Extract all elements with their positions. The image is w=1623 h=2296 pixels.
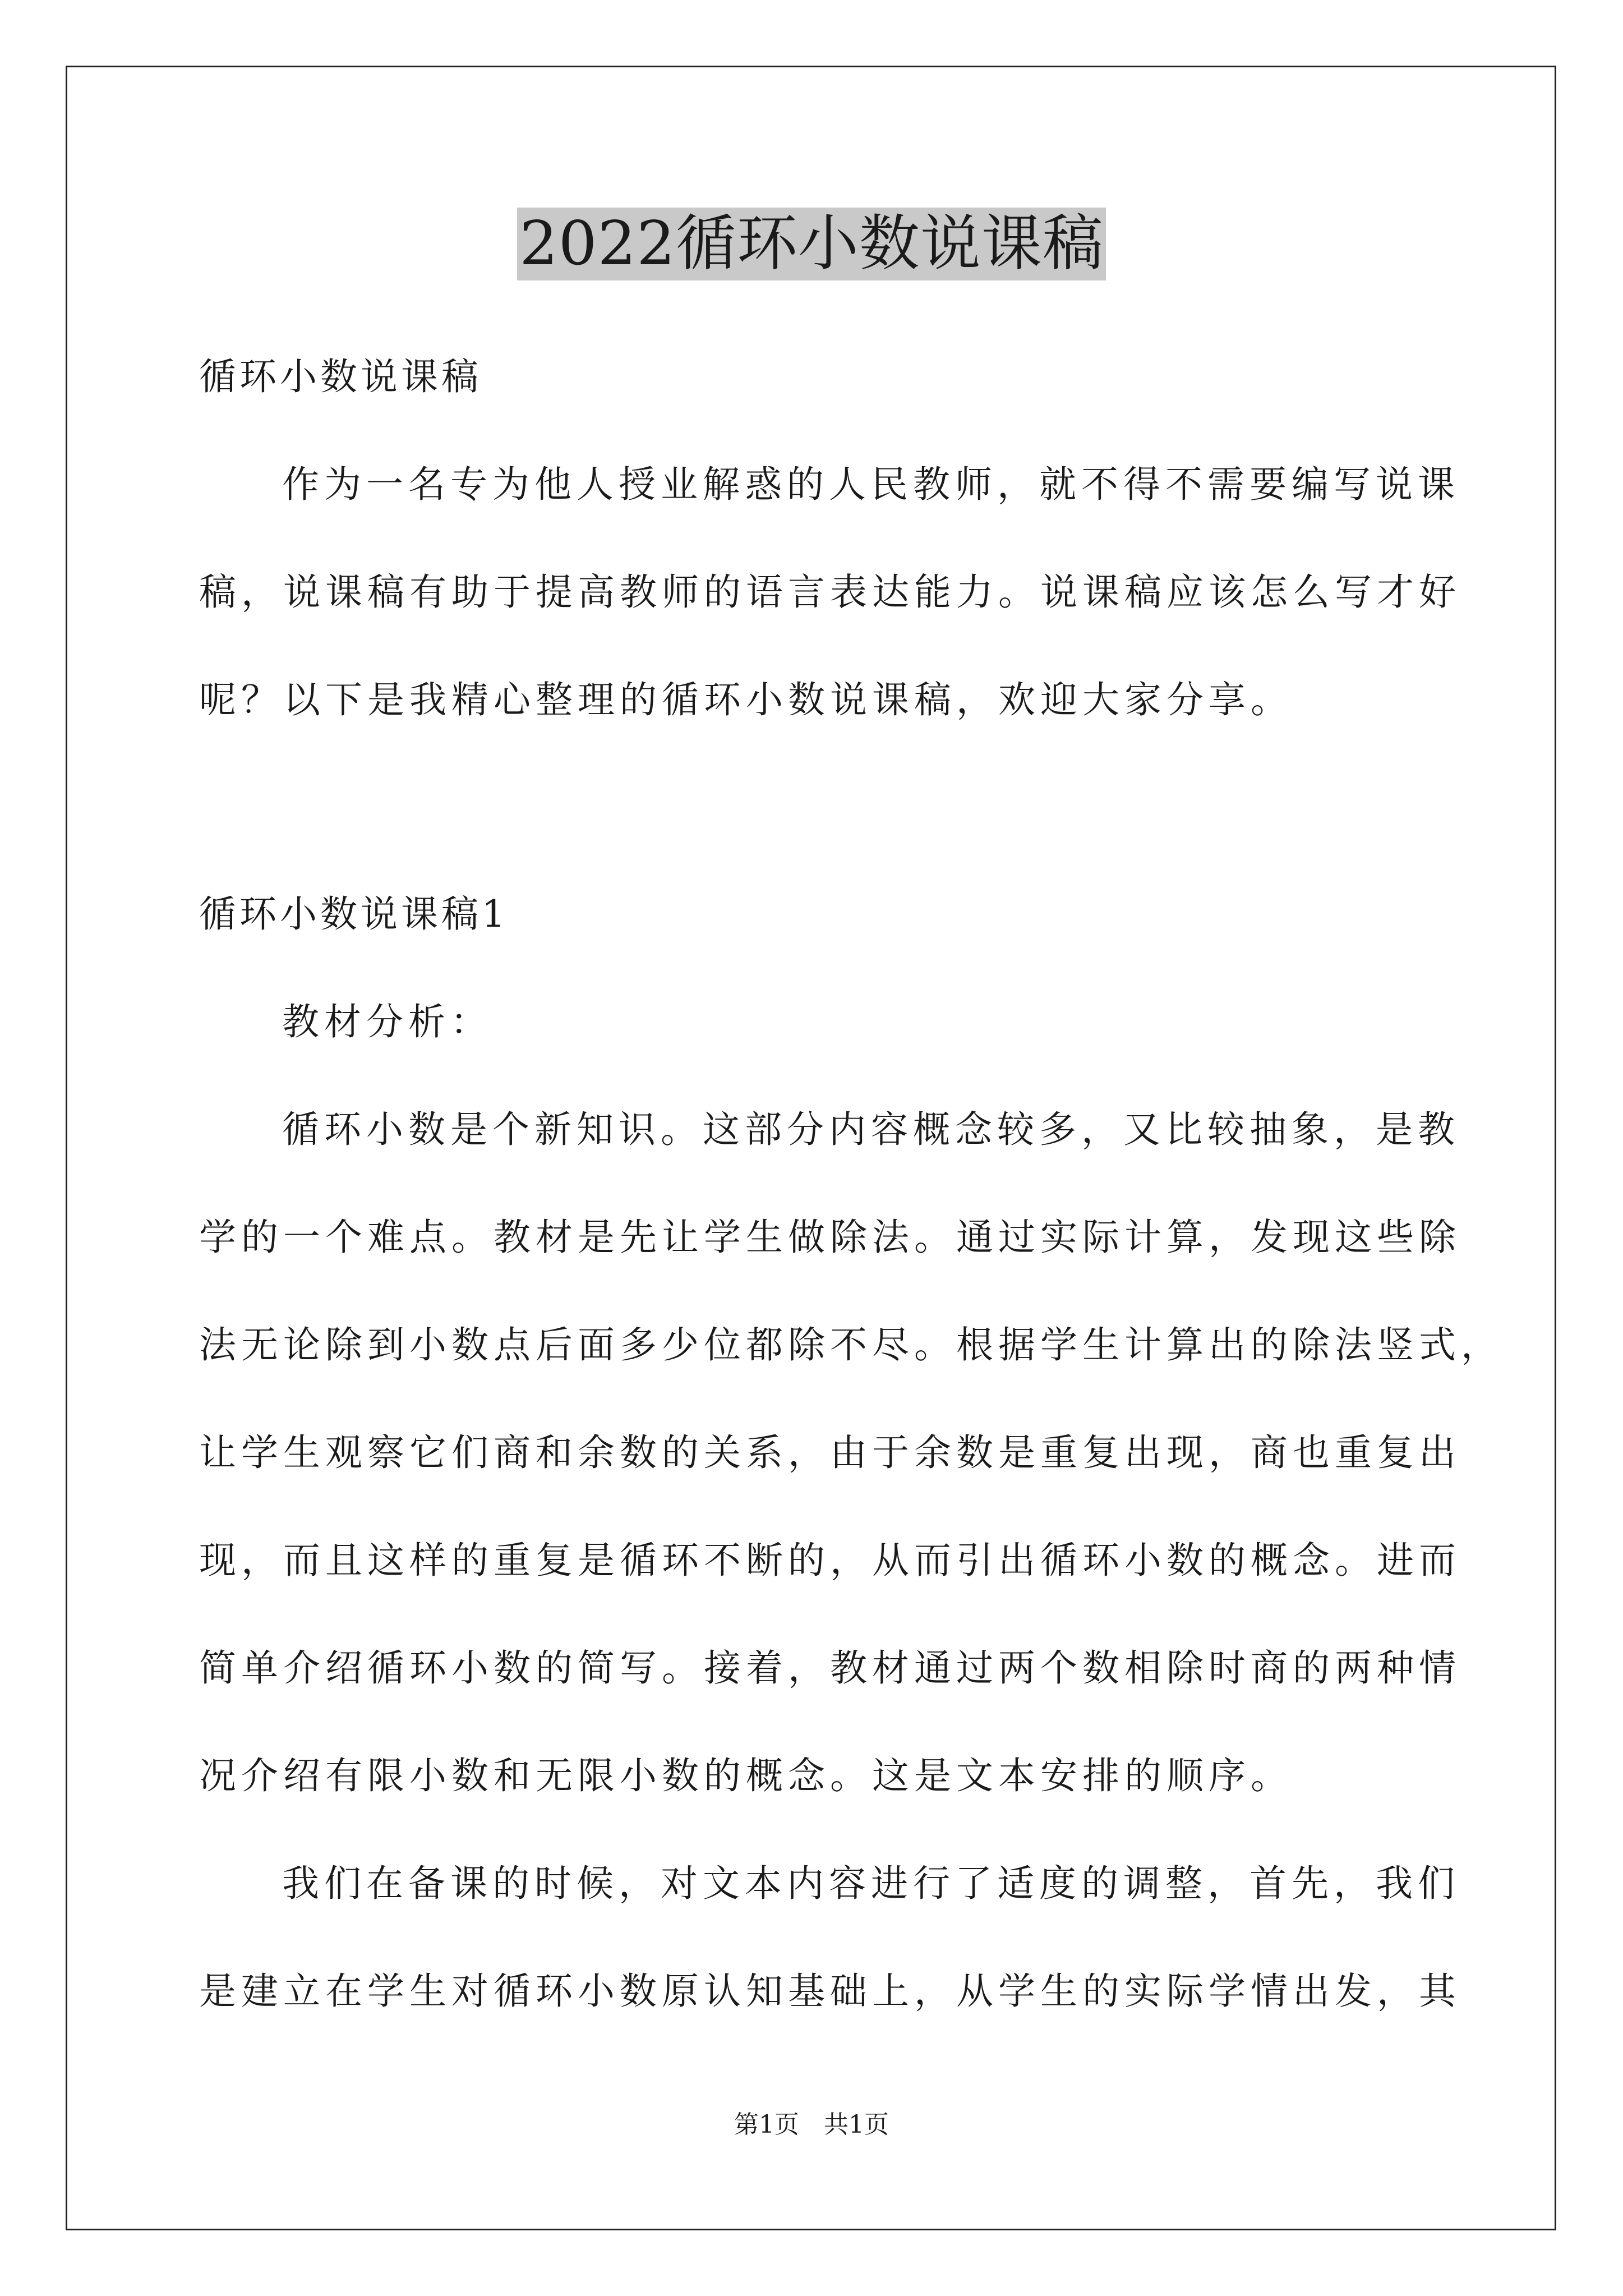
intro-line-3: 呢？以下是我精心整理的循环小数说课稿，欢迎大家分享。	[199, 678, 1293, 721]
para2-line-1: 我们在备课的时候，对文本内容进行了适度的调整，首先，我们	[282, 1862, 1460, 1905]
title-container	[0, 208, 1623, 280]
para1-line-1: 循环小数是个新知识。这部分内容概念较多，又比较抽象，是教	[282, 1108, 1460, 1151]
para1-line-3: 法无论除到小数点后面多少位都除不尽。根据学生计算出的除法竖式，	[199, 1323, 1503, 1366]
para1-line-7: 况介绍有限小数和无限小数的概念。这是文本安排的顺序。	[199, 1754, 1293, 1797]
section-heading: 循环小数说课稿1	[199, 892, 509, 936]
intro-line-2: 稿，说课稿有助于提高教师的语言表达能力。说课稿应该怎么写才好	[199, 570, 1461, 614]
section-label: 教材分析：	[282, 1000, 492, 1043]
para2-line-2: 是建立在学生对循环小数原认知基础上，从学生的实际学情出发，其	[199, 1970, 1461, 2013]
page-title: 2022循环小数说课稿	[517, 208, 1106, 280]
para1-line-2: 学的一个难点。教材是先让学生做除法。通过实际计算，发现这些除	[199, 1216, 1461, 1259]
intro-line-1: 作为一名专为他人授业解惑的人民教师，就不得不需要编写说课	[282, 463, 1460, 506]
para1-line-6: 简单介绍循环小数的简写。接着，教材通过两个数相除时商的两种情	[199, 1646, 1461, 1690]
para1-line-5: 现，而且这样的重复是循环不断的，从而引出循环小数的概念。进而	[199, 1539, 1461, 1582]
para1-line-4: 让学生观察它们商和余数的关系，由于余数是重复出现，商也重复出	[199, 1431, 1461, 1474]
page-footer: 第1页 共1页	[734, 2110, 889, 2139]
document-subtitle: 循环小数说课稿	[199, 355, 482, 398]
